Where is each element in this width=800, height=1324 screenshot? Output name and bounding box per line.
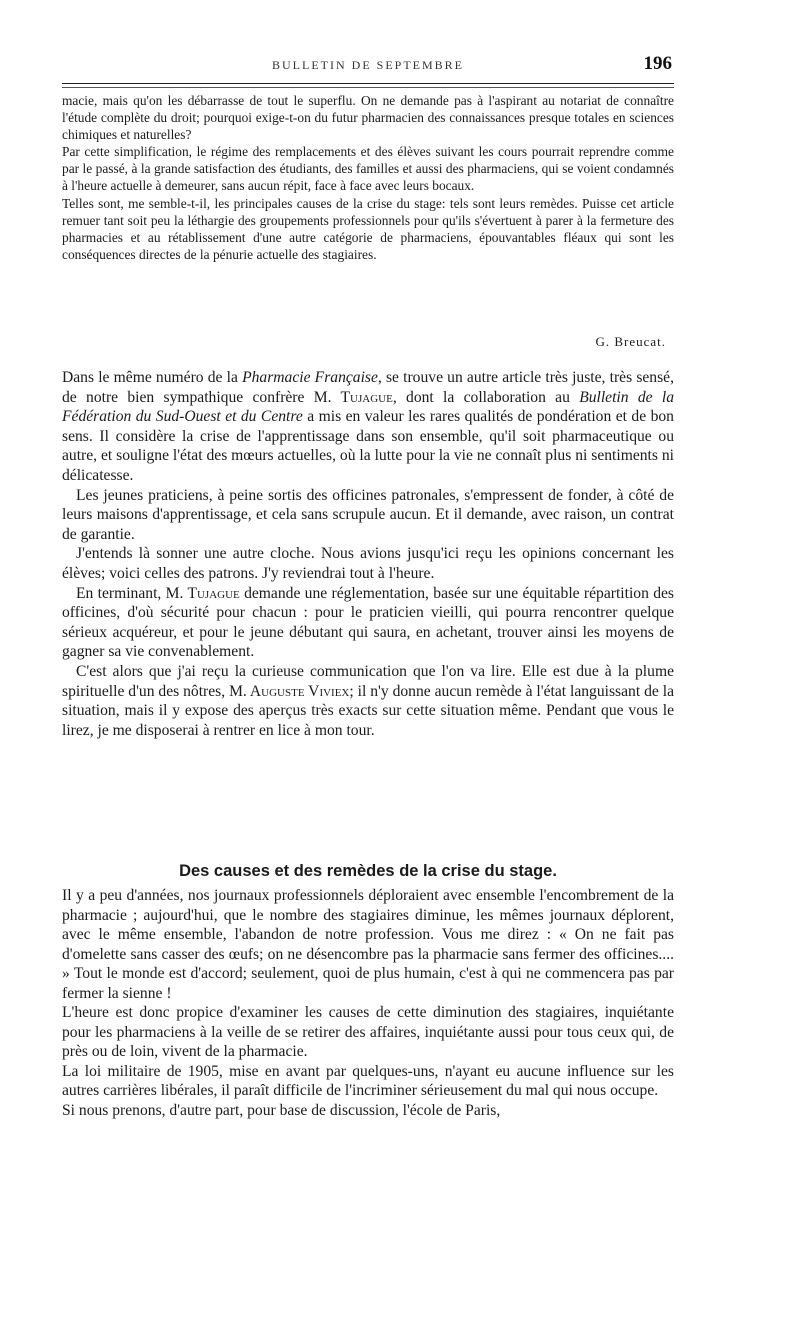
header-rule-thin bbox=[62, 87, 674, 88]
paragraph: macie, mais qu'on les débarrasse de tout le superflu. On ne demande pas à l'aspirant au notariat de connaître l'étude complète du droit; pourquoi exige-t-on du futur pharmacien des connaissances presque totales en sciences chimiques et naturelles? bbox=[62, 93, 674, 143]
person-name: M. Tujague bbox=[165, 584, 240, 602]
person-name: M. Auguste Viviex bbox=[229, 682, 350, 700]
page-number: 196 bbox=[643, 53, 672, 74]
header-rule bbox=[62, 83, 674, 84]
running-header bbox=[62, 53, 674, 80]
text-run: En terminant, bbox=[76, 584, 166, 602]
text-run: demande une réglementation, basée sur une équitable répartition des officines, d'où sécurité pour chacun : pour le praticien vieilli, qui pourra rencontrer quelque sérieux acquéreur, et pour le jeune débutant qui saura, en achetant, trouver ainsi les moyens de gagner sa vie convenablement. bbox=[62, 584, 674, 661]
paragraph: Telles sont, me semble-t-il, les principales causes de la crise du stage: tels sont leurs remèdes. Puisse cet article remuer tant soit peu la léthargie des groupements professionnels pour qu'ils s'évertuent à parer à la fermeture des pharmacies et au rétablissement d'une autre catégorie de pharmaciens, épouvantables fléaux qui sont les conséquences directes de la pénurie actuelle des stagiaires. bbox=[62, 195, 674, 262]
paragraph bbox=[62, 368, 674, 486]
journal-title: Bulletin de la Fédération du Sud-Ouest et du Centre bbox=[62, 388, 675, 426]
text-run: Dans le même numéro de la bbox=[62, 369, 243, 386]
article-continuation bbox=[62, 92, 674, 263]
person-name: M. Tujague bbox=[313, 388, 393, 406]
paragraph: Si nous prenons, d'autre part, pour base de discussion, l'école de Paris, bbox=[62, 1101, 501, 1119]
editorial-commentary bbox=[62, 368, 674, 740]
journal-title: Pharmacie Française bbox=[242, 369, 378, 386]
text-run: a mis en valeur les rares qualités de pondération et de bon sens. Il considère la crise de l'apprentissage dans son ensemble, qu'il soit pharmaceutique ou autre, et souligne l'état des mœurs actuelles, où la lutte pour la vie ne connaît plus ni sentiments ni délicatesse. bbox=[62, 408, 674, 484]
paragraph: Il y a peu d'années, nos journaux professionnels déploraient avec ensemble l'encombrement de la pharmacie ; aujourd'hui, que le nombre des stagiaires diminue, les mêmes journaux déplorent, avec le même ensemble, l'abandon de notre profession. Vous me direz : « On ne fait pas d'omelette sans casser des œufs; on ne désencombre pas la pharmacie sans fermer des officines.... » Tout le monde est d'accord; seulement, quoi de plus humain, c'est à qui ne commencera pas par fermer la sienne ! bbox=[62, 887, 674, 1002]
section-body bbox=[62, 886, 674, 1120]
header-title: BULLETIN DE SEPTEMBRE bbox=[272, 58, 464, 72]
paragraph: L'heure est donc propice d'examiner les causes de cette diminution des stagiaires, inquiétante pour les pharmaciens à la veille de se retirer des affaires, inquiétante aussi pour tous ceux qui, de près ou de loin, vivent de la pharmacie. bbox=[62, 1004, 674, 1060]
text-run: ; il n'y donne aucun remède à l'état languissant de la situation, mais il y expose des aperçus très exacts sur cette situation même. Pendant que vous le lirez, je me disposerai à rentrer en lice à mon tour. bbox=[62, 682, 674, 739]
paragraph bbox=[62, 662, 674, 740]
text-run: , dont la collaboration au bbox=[392, 388, 580, 406]
paragraph: J'entends là sonner une autre cloche. Nous avions jusqu'ici reçu les opinions concernant les élèves; voici celles des patrons. J'y reviendrai tout à l'heure. bbox=[62, 545, 674, 582]
text-run: , se trouve un autre article très juste, très sensé, de notre bien sympathique confrère bbox=[62, 369, 674, 406]
paragraph bbox=[62, 584, 674, 662]
text-run: C'est alors que j'ai reçu la curieuse communication que l'on va lire. Elle est due à la plume spirituelle d'un des nôtres, bbox=[62, 662, 674, 700]
paragraph: Les jeunes praticiens, à peine sortis des officines patronales, s'empressent de fonder, à côté de leurs maisons d'apprentissage, et cela sans scrupule aucun. Et il demande, avec raison, un contrat de garantie. bbox=[62, 486, 674, 543]
paragraph: La loi militaire de 1905, mise en avant par quelques-uns, n'ayant eu aucune influence sur les autres carrières libérales, il paraît difficile de l'incriminer sérieusement du mal qui nous occupe. bbox=[62, 1062, 674, 1099]
paragraph: Par cette simplification, le régime des remplacements et des élèves suivant les cours pourrait reprendre comme par le passé, à la grande satisfaction des étudiants, des familles et aussi des pharmaciens, qui se voient condamnés à l'heure actuelle à demeurer, sans aucun répit, face à face avec leurs bocaux. bbox=[62, 144, 674, 194]
author-signature: G. Breucat. bbox=[595, 334, 666, 349]
section-title: Des causes et des remèdes de la crise du stage. bbox=[179, 862, 557, 880]
